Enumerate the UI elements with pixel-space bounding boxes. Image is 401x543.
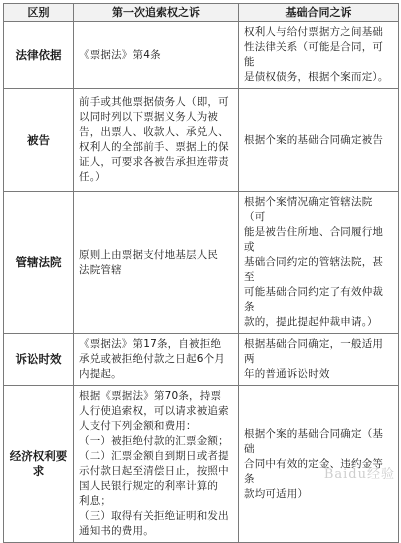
cell-text-line: 人支付下列金额和费用： [79,420,197,432]
cell-text-line: 《票据法》第4条 [79,48,161,61]
cell-text-line: 通知书的费用。 [79,525,154,537]
contract-cell [239,89,399,192]
table-row [4,334,399,386]
cell-text-line: 是债权债务，根据个案而定）。 [244,71,389,83]
cell-text-line: 根据基础合同确定，一般适用两 [244,338,384,365]
table-row [4,22,399,89]
cell-text-line: （三）取得有关拒绝证明和发出 [79,510,229,522]
cell-text-line: 前手或其他票据债务人（即，可 [79,96,229,108]
cell-text-line: 《票据法》第17条，自被拒绝 [79,338,222,350]
cell-text-line: 原则上由票据支付地基层人民 [79,248,219,261]
cell-text-line: （二）汇票金额自到期日或者提 [79,450,229,462]
row-label: 法律依据 [4,22,74,89]
comparison-table [3,3,399,543]
cell-text-line: 承兑或被拒绝付款之日起6个月 [79,353,225,365]
cell-text-line: 法院管辖 [79,263,122,276]
contract-cell [239,334,399,386]
recourse-cell [74,22,239,89]
contract-cell [239,192,399,334]
watermark: Baidu经验 [323,467,395,482]
header-cell: 第一次追索权之诉 [74,4,239,22]
cell-text-line: 年的普通诉讼时效 [244,368,330,380]
cell-text-line: 根据个案情况确定管辖法院（可 [244,196,373,223]
cell-text-line: 内提起。 [79,368,122,380]
cell-text-line: 款的，提此提起仲裁申请。） [244,316,378,328]
cell-text-line: 能是被告住所地、合同履行地或 [244,226,384,253]
row-label: 诉讼时效 [4,334,74,386]
cell-text-line: 可能基础合同约定了有效仲裁条 [244,286,384,313]
row-label: 管辖法院 [4,192,74,334]
cell-text-line: 任。） [79,171,106,183]
cell-text-line: 根据个案的基础合同确定被告 [244,133,384,146]
cell-text-line: 人行使追索权，可以请求被追索 [79,405,229,417]
row-label: 被告 [4,89,74,192]
cell-text-line: 权利人的全部前手、票据上的保 [79,141,229,153]
row-label: 经济权利要求 [4,386,74,543]
cell-text-line: 告，出票人、收款人、承兑人、 [79,126,229,138]
recourse-cell [74,89,239,192]
cell-text-line: 基础合同约定的管辖法院，甚至 [244,256,384,283]
cell-text-line: 根据个案的基础合同确定（基础 [244,427,384,455]
cell-text-line: 利息； [79,495,112,507]
table-row [4,89,399,192]
cell-text-line: 国人民银行规定的利率计算的 [79,480,219,492]
contract-cell [239,22,399,89]
cell-text-line: 合同中有效的定金、违约金等条 [244,457,384,485]
cell-text-line: 性法律关系（可能是合同，可能 [244,41,384,68]
cell-text-line: （一）被拒绝付款的汇票金额； [79,435,229,447]
recourse-cell [74,386,239,543]
header-cell: 基础合同之诉 [239,4,399,22]
recourse-cell [74,192,239,334]
cell-text-line: 根据《票据法》第70条，持票 [79,390,222,402]
cell-text-line: 证人，可要求各被告承担连带责 [79,156,229,168]
cell-text-line: 款均可适用） [244,487,309,500]
recourse-cell [74,334,239,386]
header-cell: 区别 [4,4,74,22]
table-row [4,192,399,334]
header-row [4,4,399,22]
cell-text-line: 示付款日起至清偿日止，按照中 [79,465,229,477]
cell-text-line: 权利人与给付票据方之间基础 [244,26,384,38]
cell-text-line: 以同时列以下票据义务人为被 [79,111,219,123]
